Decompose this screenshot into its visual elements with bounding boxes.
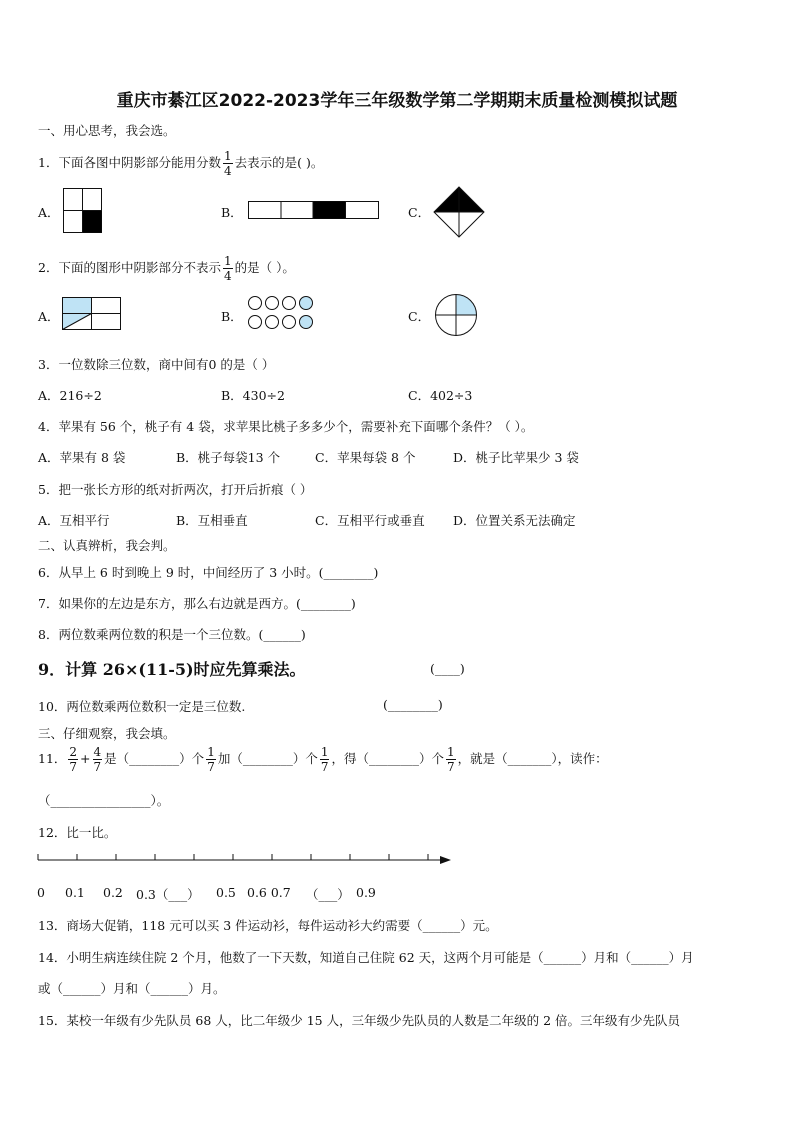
question-10: 10．两位数乘两位数积一定是三位数. [38, 699, 246, 714]
q11-frac-1-den: 7 [69, 760, 78, 774]
question-12: 12．比一比。 [38, 825, 117, 840]
q1-figure-b [248, 201, 380, 221]
section-2-heading: 二、认真辨析，我会判。 [38, 538, 176, 553]
question-1 [38, 150, 323, 177]
q11-frac-4-num: 1 [320, 745, 329, 759]
question-9: 9．计算 26×(11-5)时应先算乘法。 [38, 660, 306, 679]
q5-option-b: B．互相垂直 [176, 513, 248, 528]
q11-frac-2-den: 7 [93, 760, 102, 774]
q12-tick-label-6: （___） [306, 887, 350, 902]
q11-frac-3 [206, 746, 216, 773]
q11-text-4: ，就是（_______），读作： [457, 751, 608, 766]
q11-frac-4-den: 7 [320, 760, 329, 774]
q3-option-c: C．402÷3 [408, 388, 473, 403]
question-6: 6．从早上 6 时到晚上 9 时，中间经历了 3 小时。(________) [38, 565, 379, 580]
q12-tick-label-1: 0.1 [65, 885, 85, 900]
question-14-line-1: 14．小明生病连续住院 2 个月，他数了一下天数，知道自己住院 62 天，这两个月可能是（______）月和（______）月 [38, 950, 694, 965]
q4-option-b: B．桃子每袋13 个 [176, 450, 281, 465]
q11-text-1: 是（________）个 [104, 751, 205, 766]
q11-frac-3-num: 1 [207, 745, 215, 759]
q5-option-a: A．互相平行 [38, 513, 110, 528]
q4-option-a: A．苹果有 8 袋 [38, 450, 126, 465]
q2-figure-b [247, 295, 317, 331]
q12-tick-label-3: 0.3（___） [136, 887, 200, 902]
q5-option-c: C．互相平行或垂直 [315, 513, 425, 528]
q2-figure-c [434, 293, 480, 339]
q11-frac-1 [68, 746, 78, 773]
q12-tick-label-2: 0.2 [103, 885, 123, 900]
question-5: 5．把一张长方形的纸对折两次，打开后折痕（ ） [38, 482, 313, 497]
q1-text-pre: 1．下面各图中阴影部分能用分数 [38, 155, 221, 170]
q3-option-b: B．430÷2 [221, 388, 285, 403]
q11-frac-2-num: 4 [93, 745, 102, 759]
q2-option-c-label: C． [408, 309, 431, 324]
q9-answer-paren: (____) [430, 661, 465, 676]
question-4: 4．苹果有 56 个，桃子有 4 袋，求苹果比桃子多多少个，需要补充下面哪个条件？（ ）。 [38, 419, 534, 434]
q2-figure-a [62, 297, 122, 331]
q4-option-c: C．苹果每袋 8 个 [315, 450, 416, 465]
q11-number: 11． [38, 751, 67, 766]
q1-frac-num: 1 [223, 149, 232, 163]
q11-frac-5-num: 1 [447, 745, 455, 759]
page-title: 重庆市綦江区2022-2023学年三年级数学第二学期期末质量检测模拟试题 [116, 91, 678, 111]
q11-frac-4 [320, 746, 330, 773]
section-1-heading: 一、用心思考，我会选。 [38, 123, 176, 138]
q11-frac-3-den: 7 [207, 760, 215, 774]
q11-frac-5 [446, 746, 456, 773]
q2-option-a-label: A． [38, 309, 60, 324]
q11-frac-1-num: 2 [69, 745, 78, 759]
question-8: 8．两位数乘两位数的积是一个三位数。(______) [38, 627, 306, 642]
q11-frac-2 [93, 746, 103, 773]
q1-option-c-label: C． [408, 205, 431, 220]
q12-tick-label-7: 0.9 [356, 885, 376, 900]
q5-option-d: D．位置关系无法确定 [453, 513, 576, 528]
q11-plus: + [80, 751, 91, 766]
q1-figure-a [63, 188, 103, 234]
question-14-line-2: 或（______）月和（______）月。 [38, 981, 226, 996]
q2-frac-num: 1 [223, 254, 232, 268]
q1-text-post: 去表示的是( )。 [234, 155, 324, 170]
q12-tick-label-4: 0.5 [216, 885, 236, 900]
q12-tick-label-0: 0 [37, 885, 45, 900]
question-7: 7．如果你的左边是东方，那么右边就是西方。(________) [38, 596, 356, 611]
arrow-head-icon [440, 856, 451, 864]
question-2 [38, 255, 295, 282]
question-3: 3．一位数除三位数，商中间有0 的是（ ） [38, 357, 275, 372]
q12-number-line [37, 852, 453, 868]
q1-fraction [223, 150, 233, 177]
question-15: 15．某校一年级有少先队员 68 人，比二年级少 15 人，三年级少先队员的人数是二年级的 2 倍。三年级有少先队员 [38, 1013, 681, 1028]
q10-answer-paren: (________) [383, 697, 443, 712]
q1-frac-den: 4 [223, 164, 232, 178]
section-3-heading: 三、仔细观察，我会填。 [38, 726, 176, 741]
q2-text-post: 的是（ ）。 [234, 260, 295, 275]
q1-option-b-label: B． [221, 205, 243, 220]
q2-frac-den: 4 [223, 269, 232, 283]
q2-text-pre: 2．下面的图形中阴影部分不表示 [38, 260, 221, 275]
q11-line-2: （________________）。 [38, 793, 170, 808]
q11-text-2: 加（________）个 [217, 751, 318, 766]
question-13: 13．商场大促销，118 元可以买 3 件运动衫，每件运动衫大约需要（______）元。 [38, 918, 498, 933]
q12-tick-label-5: 0.6 0.7 [247, 885, 291, 900]
q1-figure-c [433, 186, 487, 240]
q11-frac-5-den: 7 [447, 760, 455, 774]
q1-option-a-label: A． [38, 205, 60, 220]
q11-text-3: ，得（________）个 [331, 751, 444, 766]
question-11 [38, 746, 608, 773]
q4-option-d: D．桃子比苹果少 3 袋 [453, 450, 579, 465]
q2-fraction [223, 255, 233, 282]
q2-option-b-label: B． [221, 309, 243, 324]
q3-option-a: A．216÷2 [38, 388, 102, 403]
